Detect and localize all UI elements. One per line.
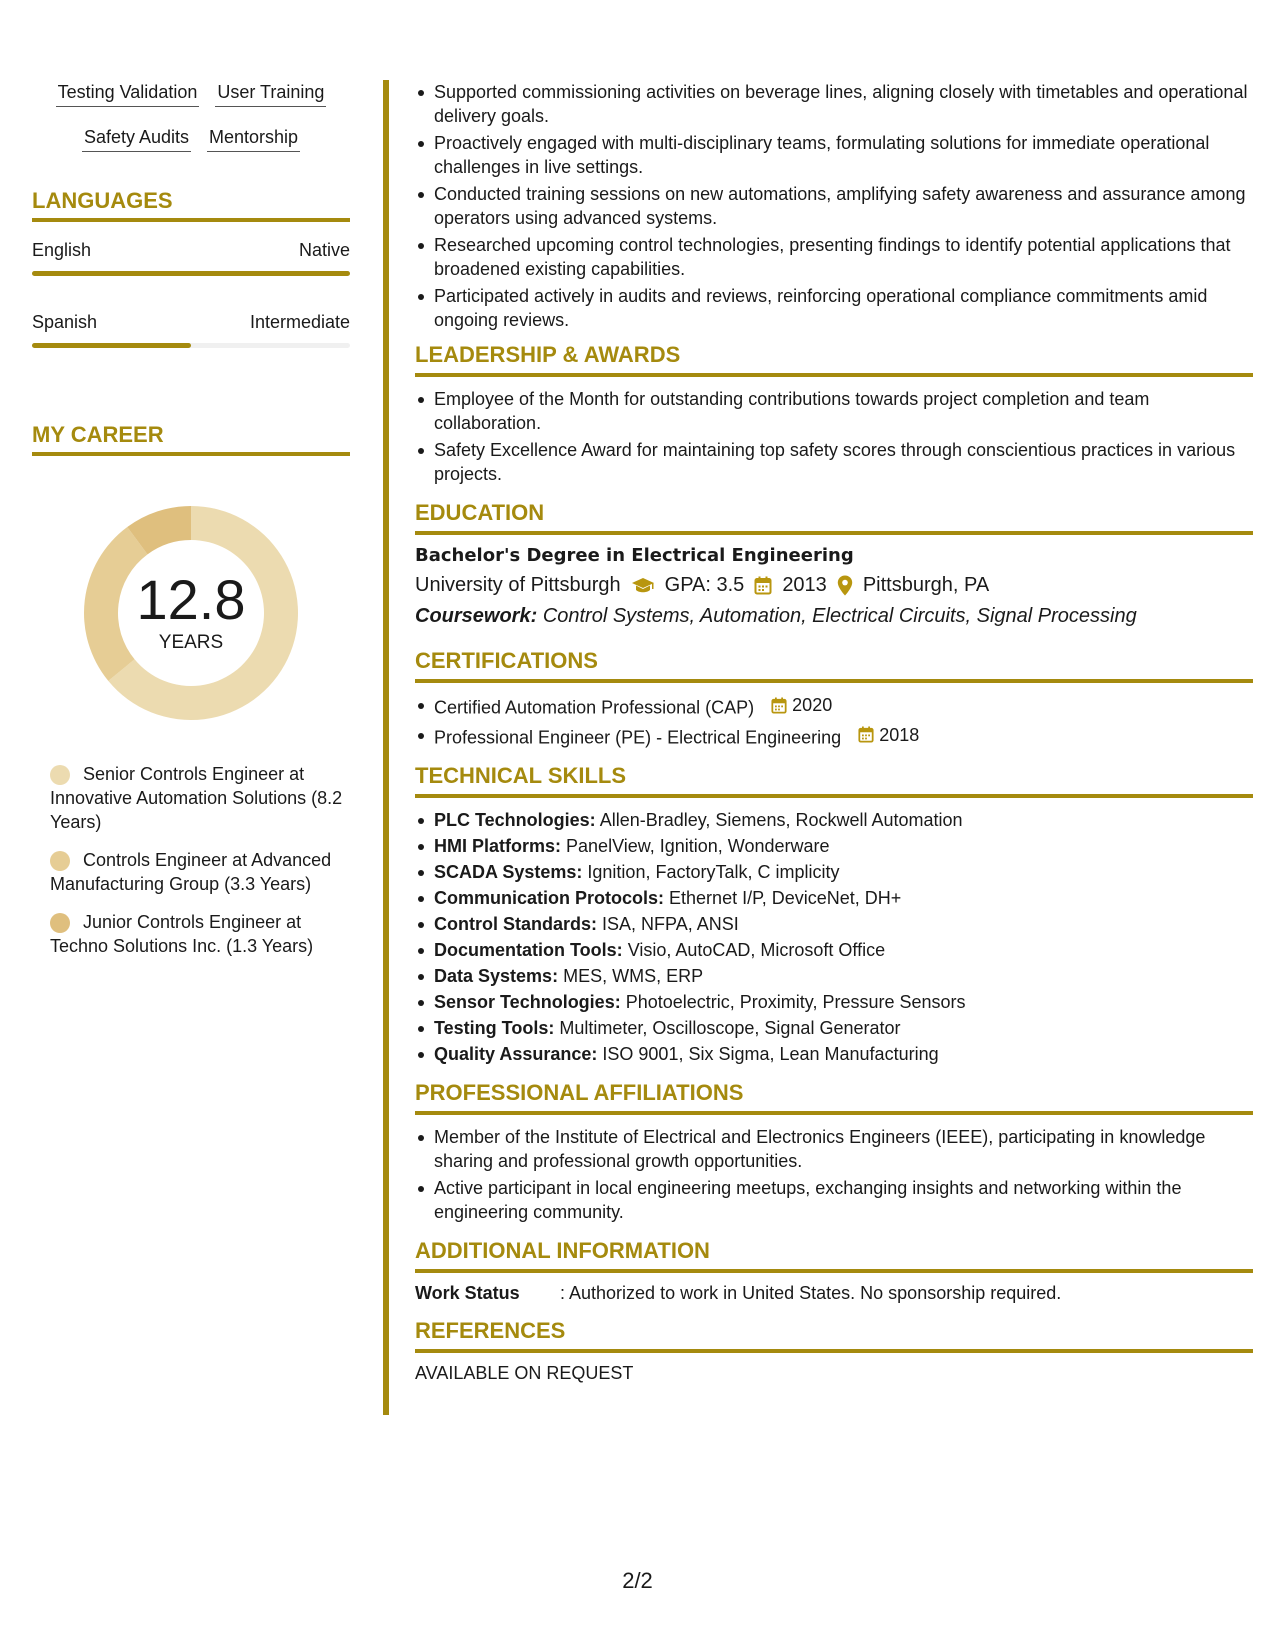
experience-section (383, 80, 1253, 332)
coursework-list: Control Systems, Automation, Electrical Circuits, Signal Processing (542, 605, 1137, 627)
skill-label: PLC Technologies: (434, 810, 596, 830)
list-item (415, 990, 1253, 1014)
language-spanish (32, 312, 350, 348)
affiliations-heading: PROFESSIONAL AFFILIATIONS (415, 1080, 1253, 1115)
list-item (415, 808, 1253, 832)
work-status-label: Work Status (415, 1283, 520, 1303)
skill-value: ISO 9001, Six Sigma, Lean Manufacturing (602, 1044, 939, 1064)
language-bar-fill (32, 271, 350, 276)
additional-info-section (383, 1238, 1253, 1304)
certification-year: 2018 (879, 724, 920, 745)
sidebar (32, 80, 350, 972)
career-item-text: Junior Controls Engineer at Techno Solutions Inc. (1.3 Years) (50, 912, 314, 956)
languages-heading: LANGUAGES (32, 188, 350, 222)
language-bar-fill (32, 343, 191, 348)
career-item (50, 762, 350, 834)
list-item (415, 1042, 1253, 1066)
skill-label: Data Systems: (434, 966, 559, 986)
language-name: English (32, 240, 92, 260)
tag-row (32, 80, 350, 107)
list-item (415, 1016, 1253, 1040)
list-item (415, 938, 1253, 962)
main-content (383, 80, 1253, 1398)
career-legend-dot (50, 765, 70, 785)
language-name: Spanish (32, 312, 98, 332)
language-level: Intermediate (249, 312, 350, 332)
certifications-section (383, 648, 1253, 749)
school-location: Pittsburgh, PA (862, 574, 990, 596)
certification-year: 2020 (792, 695, 833, 715)
list-item: Active participant in local engineering meetups, exchanging insights and networking within the engineering community. (415, 1176, 1253, 1224)
skill-value: Photoelectric, Proximity, Pressure Sensors (625, 992, 966, 1012)
leadership-heading: LEADERSHIP & AWARDS (415, 342, 1253, 377)
skill-tag: Testing Validation (56, 80, 200, 107)
gpa: GPA: 3.5 (664, 574, 745, 596)
skills-heading: TECHNICAL SKILLS (415, 763, 1253, 798)
skill-label: Documentation Tools: (434, 940, 623, 960)
career-item-text: Controls Engineer at Advanced Manufacturing Group (3.3 Years) (50, 850, 332, 894)
skill-label: SCADA Systems: (434, 862, 583, 882)
skill-label: Control Standards: (434, 914, 598, 934)
work-status-row (415, 1283, 1253, 1304)
skill-label: Testing Tools: (434, 1018, 555, 1038)
page-number: 2/2 (622, 1568, 653, 1593)
career-item (50, 910, 350, 958)
list-item: Participated actively in audits and reviews, reinforcing operational compliance commitments amid ongoing reviews. (415, 284, 1253, 332)
certifications-list (415, 693, 1253, 749)
career-legend-dot (50, 851, 70, 871)
location-pin-icon (837, 575, 853, 596)
certifications-heading: CERTIFICATIONS (415, 648, 1253, 683)
references-text: AVAILABLE ON REQUEST (415, 1363, 634, 1383)
language-bar (32, 271, 350, 276)
skill-value: Ethernet I/P, DeviceNet, DH+ (669, 888, 902, 908)
leadership-section (383, 342, 1253, 486)
skill-tag: Mentorship (207, 125, 300, 152)
skill-label: Quality Assurance: (434, 1044, 598, 1064)
skill-value: MES, WMS, ERP (563, 966, 704, 986)
skill-tag: User Training (215, 80, 326, 107)
list-item: Employee of the Month for outstanding contributions towards project completion and team collaboration. (415, 387, 1253, 435)
experience-bullets (415, 80, 1253, 332)
career-heading: MY CAREER (32, 422, 350, 456)
career-total-unit: YEARS (158, 632, 224, 653)
work-status-value: : Authorized to work in United States. No sponsorship required. (560, 1283, 1062, 1303)
education-section (383, 500, 1253, 628)
tag-row (32, 125, 350, 152)
skill-label: Communication Protocols: (434, 888, 665, 908)
coursework-label: Coursework: (415, 605, 538, 627)
list-item (415, 693, 1253, 720)
language-level: Native (298, 240, 350, 260)
list-item: Proactively engaged with multi-disciplinary teams, formulating solutions for immediate operational challenges in live settings. (415, 131, 1253, 179)
skill-value: ISA, NFPA, ANSI (602, 914, 739, 934)
list-item: Conducted training sessions on new automations, amplifying safety awareness and assurance among operators using advanced systems. (415, 182, 1253, 230)
education-details (415, 574, 1253, 597)
skill-label: HMI Platforms: (434, 836, 562, 856)
skill-value: Multimeter, Oscilloscope, Signal Generator (559, 1018, 901, 1038)
career-legend-dot (50, 913, 70, 933)
career-donut-chart (78, 500, 304, 726)
skill-tag: Safety Audits (82, 125, 191, 152)
list-item (415, 860, 1253, 884)
graduation-cap-icon (631, 577, 655, 595)
certification-date (858, 723, 919, 747)
skill-tags (32, 80, 350, 152)
career-item (50, 848, 350, 896)
language-bar (32, 343, 350, 348)
affiliations-list (415, 1125, 1253, 1224)
calendar-icon (754, 576, 772, 595)
education-heading: EDUCATION (415, 500, 1253, 535)
list-item: Safety Excellence Award for maintaining top safety scores through conscientious practices in various projects. (415, 438, 1253, 486)
leadership-list (415, 387, 1253, 486)
school-name: University of Pittsburgh (415, 574, 621, 596)
degree-title: Bachelor's Degree in Electrical Engineering (415, 545, 854, 566)
list-item (415, 886, 1253, 910)
skills-section (383, 763, 1253, 1066)
additional-info-heading: ADDITIONAL INFORMATION (415, 1238, 1253, 1273)
career-item-text: Senior Controls Engineer at Innovative Automation Solutions (8.2 Years) (50, 764, 343, 832)
skill-value: Ignition, FactoryTalk, C implicity (587, 862, 840, 882)
list-item: Member of the Institute of Electrical and Electronics Engineers (IEEE), participating in knowledge sharing and professional growth opportunities. (415, 1125, 1253, 1173)
references-heading: REFERENCES (415, 1318, 1253, 1353)
list-item (415, 834, 1253, 858)
affiliations-section (383, 1080, 1253, 1224)
certification-name: Professional Engineer (PE) - Electrical Engineering (434, 727, 842, 747)
graduation-year: 2013 (782, 574, 827, 596)
references-section (383, 1318, 1253, 1384)
skill-label: Sensor Technologies: (434, 992, 621, 1012)
coursework (415, 605, 1253, 628)
list-item (415, 912, 1253, 936)
certification-name: Certified Automation Professional (CAP) (434, 697, 755, 718)
calendar-icon (858, 726, 874, 743)
language-english (32, 240, 350, 276)
list-item (415, 964, 1253, 988)
career-total-years: 12.8 (136, 568, 246, 631)
skill-value: Allen-Bradley, Siemens, Rockwell Automation (599, 810, 963, 830)
list-item: Supported commissioning activities on beverage lines, aligning closely with timetables and operational delivery goals. (415, 80, 1253, 128)
list-item: Researched upcoming control technologies, presenting findings to identify potential applications that broadened existing capabilities. (415, 233, 1253, 281)
skill-value: Visio, AutoCAD, Microsoft Office (627, 940, 886, 960)
skill-value: PanelView, Ignition, Wonderware (566, 836, 830, 856)
skills-list (415, 808, 1253, 1066)
list-item (415, 723, 1253, 750)
donut-center (78, 500, 304, 726)
calendar-icon (771, 697, 787, 714)
career-list (32, 762, 350, 958)
certification-date (771, 693, 832, 717)
